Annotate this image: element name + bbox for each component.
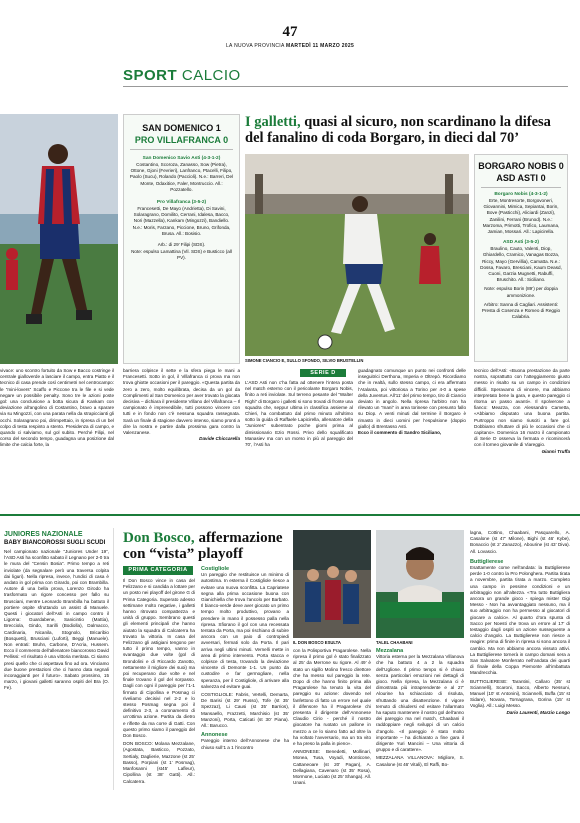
article2-col5-wrap — [470, 530, 570, 798]
article2-col3-wrap — [293, 648, 371, 798]
match-notes: Note: espulso Lamattina (Vil. SDS) e Busticco (all PV). — [131, 249, 232, 261]
article2-col3: con la Polisportiva Pragarolese. Nella ripresa il primo gol è stato finalizzato al 25’ da Merrone su rigore. Al 49’ è stato un sigillo Molino fresco direttore che ha messo sul pareggio la rete. Dopo di che hanno finito prima alla Pragarolese ha tenuto la vita del pareggio su azione: dovendo nel fanfettono di fatto un errore nel quale il difensore ha il Pragarolese chi presenta il dirigente dell’Annonese Claudio Cirio - perché il nostro giocatore ha ruotato un pallone in mezzo a ce lo siamo fatto ad oltre la ha voltato l’avversario, ma un tra vito e ha preso la palla in pieno». — [293, 648, 371, 747]
section-title — [123, 67, 241, 84]
prima-categoria-tag: PRIMA CATEGORIA — [123, 566, 193, 575]
buttiglierese-head: Buttiglierese — [470, 558, 504, 565]
match-arbitro-2: Arbitro: Sanna di Cagliari. Assistenti: Presta di Cosenza e Romeo di Reggio Calabria. — [481, 301, 561, 320]
article2-col1-wrap — [123, 578, 195, 798]
article2-col1: Il Don Bosco vince in casa del Felizzano e si candida a lottare per un posto nei playoff del girone G di Prima Categoria. Superato adesso settimane molto negative, i galletti hanno ritrovato compattezza e unità di gruppo. Sembrano questi gli elementi principali che hanno aiutato la squadra di Calcaterra ha trovato la vittoria. In casa del Felizzano gli astigiani tengono per tutto il primo tempo, vanno in svantaggio due volte (gol di Brondolini e di Riccardo Zanotto, nettamente il migliore dei suoi) ma poi recuperano due volte e nel finale trovano il gol del sorpasso. Dagli con ogni il pareggio per l’1-1 firmato di Cipollina e Posmag ci riveliamo decisivi nel 2-2 e lo stesso Posmag segna poi il definitivo 2-3, a coronamento di un’ottima azione. Partita da dietro e riflette da ma corre di Gatti. Con questo primo siamo il pareggio del Don Bosco. — [123, 578, 195, 739]
page-number: 47 — [282, 24, 298, 40]
article2-col3-lineup: ANNONESE: Benedetti, Mollinari, Monea, Tusa, Voyadi, Monticone, Cattaneoare (st 20’ Pagan), A. Dellagiana, Cavenaro (st 35’ Rosa), Mormone, Luciato (st 25’ Shanga). All. Unani. — [293, 749, 371, 786]
photo-don-bosco — [293, 530, 371, 638]
away-team-name: PRO VILLAFRANCA 0 — [134, 135, 229, 145]
photo-caption-2: IL DON BOSCO ESULTA — [293, 640, 341, 645]
photo-player-left — [0, 114, 118, 364]
article1-col5: tecnico dell’Asti: «Buona prestazione da parte nostra, soprattutto con l’atteggiamento giusto messo in risalto su un campo in condizioni difficili. Speravamo di vincere, ma abbiamo interpretato bene la gara, e questo pareggio ci ritorna un passo avanti». Il spolverone a fianco: Meazza, con Alessandro Cametta, «Abbiamo disputato una buona partita. Purtroppo non siamo riusciti a fare gol. Dobbiamo sfruttare di più le occasioni che ci capitano». Domenica 16 marzo il campionato di Serie D osserva la fermata e ricomincerà con il torneo giovanile di Viareggio. — [474, 368, 570, 448]
headline2-a: Don Bosco, — [123, 530, 195, 546]
sidebar-juniores — [0, 528, 114, 790]
home-lineup-head-2: Borgaro Nobis (4-3-1-2) — [494, 192, 548, 197]
photo-caption-3: TALEL CHAABANI — [376, 640, 413, 645]
article2-col2-wrap — [201, 566, 289, 798]
article1-col4-end: Ecco il commento di Sandro Siciliano, — [358, 430, 442, 436]
sidebar-title: JUNIORES NAZIONALE — [4, 531, 83, 538]
away-lineup-2: Braulino, Cauto, Valenti, Diop, Ghiardello, Cramico, Vanagas Bozza, Riccy, Mayo (Gervillia), Camatta. N.e.: Dossa, Favaro, Bresciani, Kaum Deasd, Cuoni, Garzia Mugnetti, Rabuffi, Bruschito. All.: Siciliano. — [480, 246, 562, 283]
article2-col4: Vittoria esterna per la Mezzalana Villanova che ha battuto 4 a 2 la squadra dell’Uglione. Il primo tempo si è chiuso senza particolari emozioni nei dettagli di gioco. Nella ripresa, la Mezzalana ci è dimostrata più intraprendente e al 27’ Alourine ha schiacciato di risoluta, sfruttando una disattenzione. Il vigore temuto di chiudersi ed esitare l’allarmato ha saputo mantenere il nostro gol dell’anno dei pareggio ma nel match, Chaabani il raddoppiare negli sviluppi di un calcio d’angolo. «Il pareggio è stato molto importante – ha dichiarato a fine gara il dirigente Yuri Mancini – Una vittoria di gruppo e di carattere». — [376, 654, 464, 753]
away-team-name-2: ASD ASTI 0 — [496, 173, 546, 183]
article1-col2-wrap — [123, 368, 240, 510]
sidebar-subtitle: BABY BIANCOROSSI SUGLI SCUDI — [4, 540, 106, 546]
header-rule — [123, 86, 568, 87]
sidebar-body: Nel campionato nazionale “Juniores Under 19”, l’ASD Asti ha sconfitto sabato il Legnano per 2-0 tra le mura del “Censin Bosia”. Primo tempo a reti inviolate (da segnalare però una traversa colpita dai liguri). Nella ripresa, invece, l’undici di casa è andato in gol prima con Girardo, poi con Brambilla. Autore di una bella prova, Lorenzo Girodo ha trasformato un rigore concesso per fallo su Brusciani, mentre Leonardo Brambilla ha battuto il portiere ospite sfruttando un assist di Manuele. Questi i giocatori dell’Asti in campo contro il Ligorna: Guardabene, Sanicintio (Mattia), Brecciola, Gindo, Sarilli (Bodiolla), Dalmacco, Cardinaria, Nicanila, Stognolo, Bricaribio (Bosquetti), Brusciani (Luforti), Beggi (Manuele). Non entrati: Bruhn, Carbone, D’Acria, Hussem. Ecco il commento dell’allenatore biancorosso David Pellissi: «Il risultato è una vittoria meritata. Ci siamo presi quello che ci aspettava fino ad ora. Vinciamo due buone prestazioni che ci hanno data segnali incoraggianti per il futuro». Sabato prossimo, 15 marzo, i giovani galletti saranno ospiti del Bra (O. Fe). — [4, 549, 109, 691]
masthead — [0, 43, 580, 49]
photo-chaabani — [376, 530, 464, 638]
article1-col5-wrap — [474, 368, 570, 510]
section-label: SPORT — [123, 67, 178, 84]
player-figure-left — [0, 114, 118, 364]
article2-col2-tail: Pareggio interno dell’Annonese che ha chiuso sull’1 a 1 l’incontro — [201, 738, 289, 750]
article2-col4-lineup: MEZZALANA VILLANOVA: Migliore, S. Casalone (st 46’ Vitali), El Raffi, Bo- — [376, 755, 464, 767]
section-divider — [0, 514, 580, 516]
article2-col5-top: lagna, Cottino, Chaabani, Pasquarello, A. Casalone (st 47’ Milone), Bighi (st 46’ Kybe), Bonaccio (st 2’ Zanazzo), Abourine (st 43’ Diva). All. Lovascio. — [470, 530, 570, 554]
away-score: 0 — [223, 135, 229, 145]
home-score: 1 — [215, 123, 221, 133]
home-team-name: SAN DOMENICO 1 — [142, 123, 221, 133]
match-notes-2: Note: espulso Borin (89’) per doppia ammonizione. — [484, 286, 558, 298]
away-lineup: Francesetti, De Mayo (Andrietta), Di Savini, Solaragrano, Domilito, Cerrani, Idalesa, Bacco, Nori (Mazzella), Kankam (Mingozzi), Bandiello. N.e.: Moris, Farzano, Piccione, Bruno, Grifonda, Brusa. All.: Bosisio. — [132, 206, 231, 236]
masthead-paper: LA NUOVA PROVINCIA — [225, 43, 285, 49]
away-lineup-head: Pro Villafranca (3-5-2) — [156, 200, 207, 206]
away-lineup-head-2: ASD Asti (3-5-2) — [502, 240, 540, 246]
home-lineup-head: San Domenico Savio Asti (4-3-1-2) — [142, 156, 221, 161]
article1-col2-author: Davide Chiccarella — [199, 436, 240, 442]
photo-match-middle — [245, 154, 469, 356]
mezzalana-head: Mezzalana — [376, 648, 404, 654]
photo-caption-1: SIMONE CIANCIO E, SULLO SFONDO, SILVIO BRUSTELLIN — [245, 358, 364, 363]
article2-col5-lineup: BUTTIGLIERESE: Tarantini, Callaro (35’ st Sciannelli), Scaroni, Sacco, Alberto Nessuni, Manuel (10’ st Antonini), Sciannelli, Buffa (15’ st Sidare), Novara, Tornagrana, Gorina (15’ st Voglia). All.: Luigi Messo. — [470, 678, 570, 709]
article2-col2: Un pareggio che restituisce un minimo di autostima. In esterna il Costigliole riesce a evitare una nuova sconfitta. La Capriatese segna alla prima occasione buona con Gianichiella che trova l’ancolo per Barbato. Il bianco-verde deve aver giocato un primo tempo molto produttivo, provano a prendere in mano il possesso palla nella ripresa. Sfiorano il gol con una recessata tentata da Porta, ma poi rischiano di subire ancora con un paio di contropiedi avversari, fermati solo da Porta. Il pari arriva negli ultimi minuti. Vernelli mette in area di primo intervento. Porta stacca e colpisce di testa, trovando la deviazione vincente di Demonte 1-1. Un punto da custodire e far germogliare, nella speranza, per il Costigliole, di arrivare alla salvezza ed evitare guai. — [201, 572, 289, 689]
article1-col4: guadagnato comunque un punto nei confronti delle inseguitrici Derthona, Imperia e Oltrepò. Ricordiamo che in realtà, sullo stesso campo, ci era affermato l’Atalanta, poi vittoriosa a Torino per 4-0 a spese della Juventus. All’11’ del primo tempo, tiro di Ciancio deviato in angolo. Nella ripresa l’arbitro non ha rilevato un “mani” in area torinese con presunto fallo su Diop. A venti minuti dal termine il Borgaro è rimasto in dieci uomini per l’espulsione (doppio giallo) di Brentasso Asti. — [358, 368, 466, 429]
costigliole-head: Costigliole — [201, 566, 230, 572]
away-score-2: 0 — [540, 173, 546, 183]
portrait-photo — [376, 530, 464, 638]
article1-headline — [245, 114, 573, 146]
series-tag: SERIE D — [300, 369, 346, 377]
team-photo — [293, 530, 371, 638]
home-lineup: Costantino, Scoroza, Zanasso, Sow (Pietra), Ottone, Gjoni (Fevrieri), Lanfranco, Ptacelli, Filipo, Paolo (Sucu), Rolando (Paccioli). N.e.: Barreri, Del Monte, Odaxitice, Faler, Montruccio. All.: Pozzatello. — [129, 162, 234, 192]
annonese-head: Annonese — [201, 732, 228, 739]
article1-col5-author: Gianni Truffa — [541, 448, 570, 454]
article2-col5-author: Dario Laurenti, Marzio Longo — [506, 709, 570, 715]
headline-rest: quasi al sicuro, non scardinano la difesa del fanalino di coda Borgaro, in dieci dal 70’ — [245, 114, 551, 146]
article2-col4-wrap — [376, 648, 464, 798]
article1-col3: L’ASD Asti non c’ha fatta ad ottenere l’intera posta nel match esterno con il pericolante Borgaro Nobis, finito a reti inviolate. Sul terreno pesante del “Walter Righi” di Borgaro i galletti si sono trovati di fronte una squadra che, seppur ultima in classifica assieme al Chieri, ha combattuto dal primo minuto all’ultimo sotto la guida di Raffaele Lapicirella, allenatore della “Juniores” subentrato poche giorni prima al dimissionario Ezio Rossi. Privo dello squalificato Manasiev ma con un morso in più al pareggio del 70’, l’Asti ha — [245, 380, 353, 448]
article1-col4-wrap — [358, 368, 466, 510]
headline2-c: con “vista” playoff — [123, 546, 243, 562]
referee: Arb.: di 29’ Filipi (SDS). — [157, 242, 206, 248]
subsection-label: CALCIO — [181, 67, 241, 84]
match-box-san-domenico — [123, 114, 240, 364]
match-scene — [245, 154, 469, 356]
article1-col1: vivace: uno scontro fortuito da Sow e Bacco costringe il centrale gialloverde a lasciare il campo, entra Piatto e il tecnico di casa prende così centimetri nel centrocampo: le “mini-lovers” Scaffo e Piccone tra le file e si vede negare un possibile penalty. Sono tre le azioni poste gol: una conclusione a botta sicura di Kankam con deviazione all’angolino di Costantino, bravo a sparare via su Mingozzi, con una parata nella da strapiccianti gli occhi. Solaragrano poi, dirimpettaio, in ripresa di un bel colpo di testa respinto a stento. Presidenza di campo, e quando ci salviamo, sul gol subito. Perché Filipi, nel corso del secondo tempo, guadagna una posizione dal limite che calcia forte, la — [0, 368, 114, 448]
article2-col5: Esattamente come nell’andata: la Buttiglierese perde 1-0 contro la Pro Polonghera. Partita tirata a novembre, partita tirata a marzo. Completo una campo in pessime condizioni e un arbitraggio non all’altezza. «Tra tutto Buttigliera ancora un grande gioco - spiega mister Gigi Messo - Non ha avvantaggiato nessuno, ma il suo arbitraggio non ha permesso al giocatori di giocare a calcio». Al quarto d’ora spunta di Sacco per Noesti che trova un errore al 17’ di testaggio dagli ospiti un azione susseguente a calcio d’angolo. La Buttiglierese non riesce a reagire: prima di finire in ripresa si sono ancora il cambio. Ma non abbiamo ancora vissuto attivi. La Buttiglierese tornerà in campo domani sera a San Salvatore Monferrato nell’andata dei quarti di finale della Coppa Piemonte all’imbattuta Mandrecchia. — [470, 565, 570, 676]
headline2-b: affermazione — [198, 530, 283, 546]
home-score-2: 0 — [558, 161, 564, 171]
home-team-name-2: BORGARO NOBIS 0 — [478, 161, 564, 171]
article2-col2-lineup: COSTIGLIOLE: Fabris, Vertelli, Demarta, De Barisi (st 29’ Russo), Tofe (st 35’ Spezzaz), Li Causi (st 35’ Barrios), Mansaello, Frazzetti, Marchisio (st 35’ Manzoni), Porta, Caticati (st 30’ Piana). All.: Barucco. — [201, 692, 289, 729]
match-box-borgaro — [474, 154, 568, 362]
masthead-date: MARTEDÌ 11 MARZO 2025 — [286, 43, 355, 49]
article1-col2: barriera colpisce il sette e la sfera piega le mani a Francesetti. Sotto in gol, il Villafranca ci prova ma non trova ghiotte occasioni per il pareggio. «Questa partita da zero a zero, molto equilibrata, decisa da un gol da Complimenti al San Domenico per aver trovato la giocata decisiva – dichiara il presidente Villano del Villafranca – Il campionato è imprevedibile, tutti possono vincere con tutti e in fondo non c’è nessuna squadra rassegnata. Sarà un finale di stagione davvero intenso, siamo pronti a dire la nostra e partire dalla prossima gara contro la Valenzanese. — [123, 368, 240, 436]
headline-prefix: I galletti, — [245, 114, 301, 130]
home-lineup-2: Erte, Montresorte, Borgovoneri, Giovannini, Mimica, Sepiantai, Borin, Bove (Pasticchi), Aliciardi (Zanzi), Zanilini, Ferrani (Brunod). N.e.: Marzoma, Primotti, Trofico, Laumana, Jamian, Mossari. All.: Lapicirella. — [482, 198, 560, 235]
article2-col1-lineup: DON BOSCO: Molana Mezzalane, (Agostata, Basticco, Pozzato, Sertialy, Daglierie, Mazzone (st 25’ Basso), Porpiani (st 1’ Posmag), Manfosanni (st45’ Lafleur), Cipollina (st 38’ Gatti). All.: Calcaterra. — [123, 741, 195, 784]
